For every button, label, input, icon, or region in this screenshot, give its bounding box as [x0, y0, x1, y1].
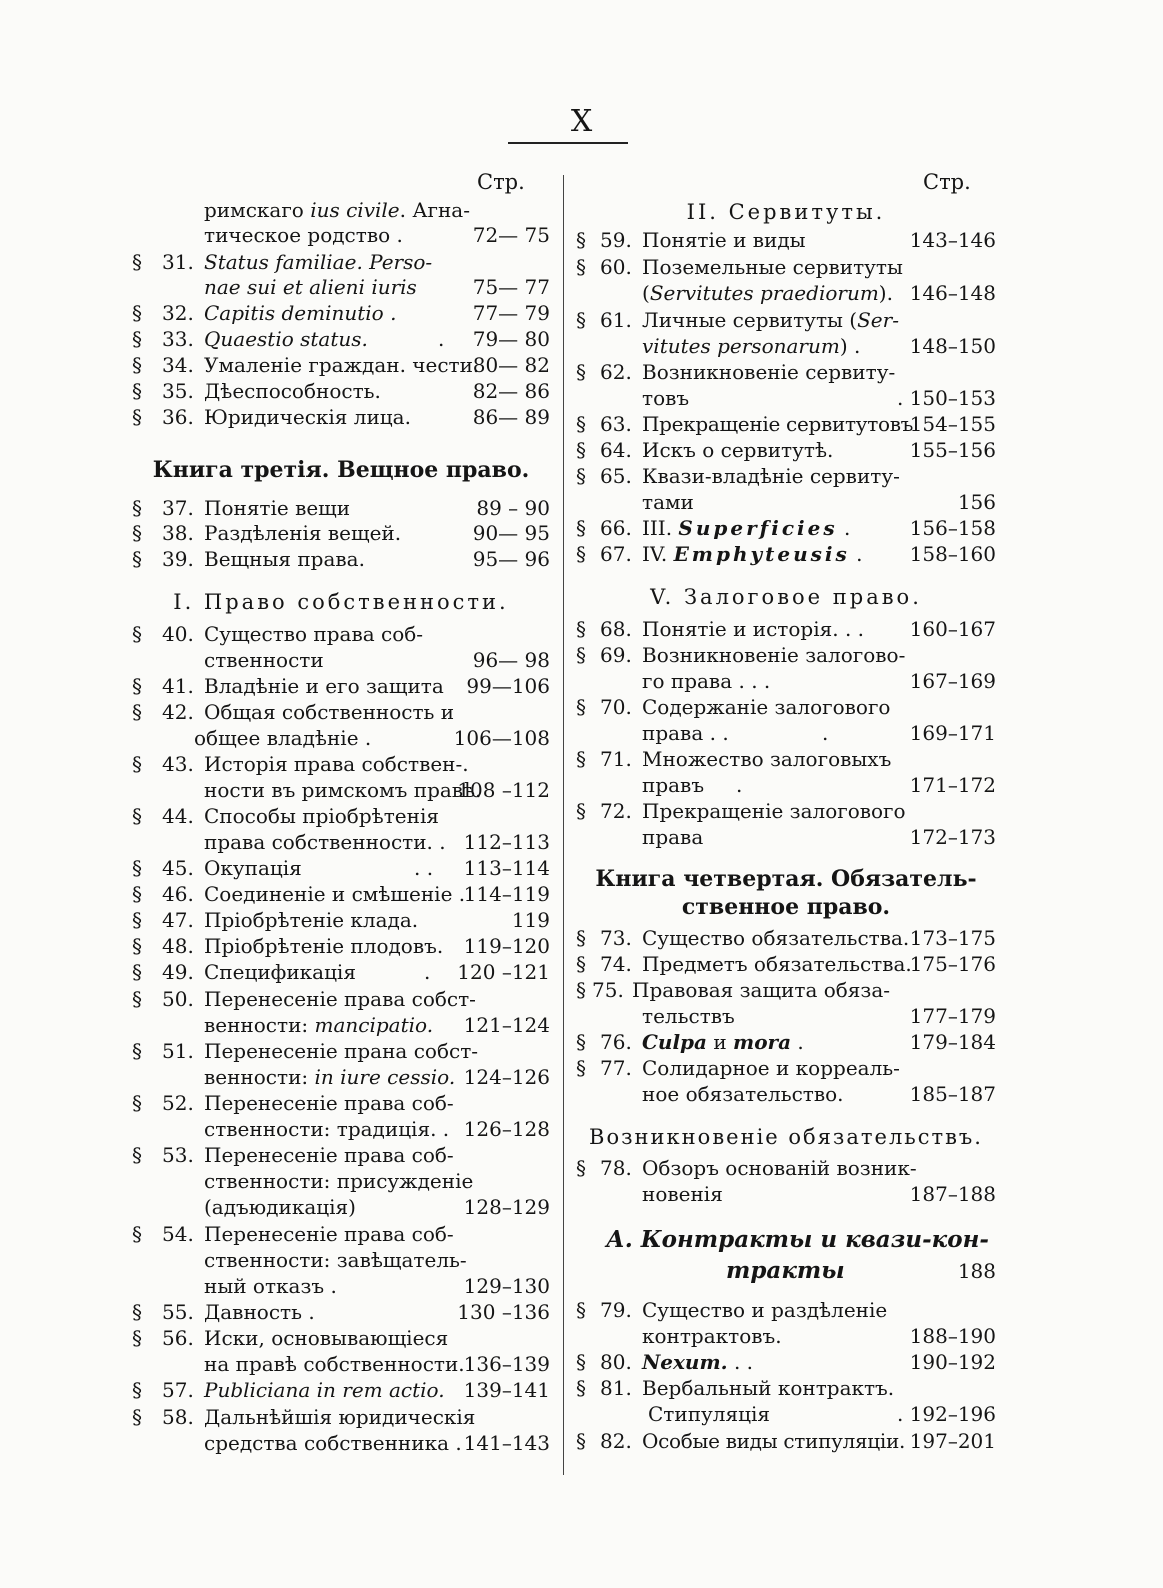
toc-entry-70: § 70. Содержаніе залогового: [576, 695, 891, 719]
toc-entry-61: § 61. Личные сервитуты (Ser-: [576, 308, 899, 332]
toc-entry-53: § 53. Перенесеніе права соб-: [132, 1143, 454, 1167]
column-divider: [563, 175, 564, 1475]
toc-entry-71-cont: правъ . 171–172: [642, 773, 996, 797]
toc-entry-55: § 55. Давность . 130 –136: [132, 1300, 550, 1324]
toc-entry-38: § 38. Раздѣленія вещей. 90— 95: [132, 521, 550, 545]
toc-entry-39: § 39. Вещныя права. 95— 96: [132, 547, 550, 571]
contracts-heading-cont: тракты 188: [726, 1257, 996, 1284]
toc-entry-52: § 52. Перенесеніе права соб-: [132, 1091, 454, 1115]
toc-entry-82: § 82. Особые виды стипуляціи. 197–201: [576, 1429, 996, 1453]
toc-entry-58: § 58. Дальнѣйшія юридическія: [132, 1405, 476, 1429]
toc-entry-79: § 79. Существо и раздѣленіе: [576, 1298, 888, 1322]
toc-entry-32: § 32. Capitis deminutio . 77— 79: [132, 301, 550, 325]
toc-entry-69: § 69. Возникновеніе залогово-: [576, 643, 906, 667]
toc-entry-42-cont: общее владѣніе . 106—108: [194, 726, 550, 750]
toc-entry-77: § 77. Солидарное и корреаль-: [576, 1056, 900, 1080]
toc-entry-60-cont: (Servitutes praediorum). 146–148: [642, 281, 996, 305]
toc-entry-59: § 59. Понятіе и виды 143–146: [576, 228, 996, 252]
toc-entry-35: § 35. Дѣеспособность. 82— 86: [132, 379, 550, 403]
book-three-heading: Книга третія. Вещное право.: [152, 457, 530, 483]
toc-entry-34: § 34. Умаленіе граждан. чести. 80— 82: [132, 353, 550, 377]
toc-entry-74: § 74. Предметъ обязательства. 175–176: [576, 952, 996, 976]
toc-entry-63: § 63. Прекращеніе сервитутовъ 154–155: [576, 412, 996, 436]
toc-entry-49: § 49. Спецификація . 120 –121: [132, 960, 550, 984]
toc-entry-78: § 78. Обзоръ основаній возник-: [576, 1156, 917, 1180]
toc-entry-68: § 68. Понятіе и исторія. . . 160–167: [576, 617, 996, 641]
toc-entry-37: § 37. Понятіе вещи 89 – 90: [132, 496, 550, 520]
contracts-heading: А. Контракты и квази-кон-: [606, 1226, 989, 1253]
toc-entry-81: § 81. Вербальный контрактъ.: [576, 1376, 895, 1400]
toc-entry-36: § 36. Юридическія лица. 86— 89: [132, 405, 550, 429]
toc-entry-42: § 42. Общая собственность и: [132, 700, 455, 724]
toc-entry-69-cont: го права . . . 167–169: [642, 669, 996, 693]
toc-entry-45: § 45. Окупація . . 113–114: [132, 856, 550, 880]
page-col-header: Стр.: [477, 170, 525, 194]
book-four-heading: Книга четвертая. Обязатель-: [595, 866, 977, 892]
toc-entry-54: § 54. Перенесеніе права соб-: [132, 1222, 454, 1246]
toc-entry-53-cont2: (адъюдикація) 128–129: [204, 1195, 550, 1219]
toc-entry-53-cont: ственности: присужденіе: [204, 1169, 474, 1193]
toc-entry-50: § 50. Перенесеніе права собст-: [132, 987, 476, 1011]
toc-entry: тическое родство . 72— 75: [204, 223, 550, 247]
page-range: 72— 75: [472, 223, 550, 247]
toc-entry-62: § 62. Возникновеніе сервиту-: [576, 360, 896, 384]
toc-entry-75: § 75. Правовая защита обяза-: [576, 978, 891, 1002]
entry-title: римскаго ius civile. Агна-: [204, 198, 470, 222]
toc-entry: [132, 197, 550, 223]
toc-entry-47: § 47. Пріобрѣтеніе клада. 119: [132, 908, 550, 932]
toc-entry-71: § 71. Множество залоговыхъ: [576, 747, 892, 771]
toc-entry-77-cont: ное обязательство. 185–187: [642, 1082, 996, 1106]
toc-entry-78-cont: новенія 187–188: [642, 1182, 996, 1206]
toc-entry-62-cont: товъ . 150–153: [642, 386, 996, 410]
toc-entry-65: § 65. Квази-владѣніе сервиту-: [576, 464, 900, 488]
toc-entry-56-cont: на правѣ собственности. 136–139: [204, 1352, 550, 1376]
toc-entry-51: § 51. Перенесеніе прана собст-: [132, 1039, 479, 1063]
origin-heading: Возникновеніе обязательствъ.: [589, 1125, 983, 1149]
toc-entry-51-cont: венности: in iure cessio. 124–126: [204, 1065, 550, 1089]
toc-entry-66: § 66. III. Superficies . 156–158: [576, 516, 996, 540]
part-one-heading: I. Право собственности.: [173, 590, 509, 614]
toc-entry-79-cont: контрактовъ. 188–190: [642, 1324, 996, 1348]
toc-entry-67: § 67. IV. Emphyteusis . 158–160: [576, 542, 996, 566]
book-four-heading-cont: ственное право.: [681, 894, 891, 920]
toc-entry-41: § 41. Владѣніе и его защита 99—106: [132, 674, 550, 698]
toc-entry-52-cont: ственности: традиція. . 126–128: [204, 1117, 550, 1141]
toc-entry-54-cont2: ный отказъ . 129–130: [204, 1274, 550, 1298]
toc-entry-72-cont: права 172–173: [642, 825, 996, 849]
toc-entry-81-cont: Стипуляція . 192–196: [648, 1402, 996, 1426]
toc-entry-73: § 73. Существо обязательства. 173–175: [576, 926, 996, 950]
toc-entry-43: § 43. Исторія права собствен-.: [132, 752, 469, 776]
toc-entry-44-cont: права собственности. . 112–113: [204, 830, 550, 854]
page-number: X: [570, 104, 593, 139]
toc-entry-43-cont: ности въ римскомъ правѣ. 108 –112: [204, 778, 550, 802]
toc-entry-72: § 72. Прекращеніе залогового: [576, 799, 906, 823]
header-rule: [508, 142, 628, 144]
page-col-header: Стр.: [923, 170, 971, 194]
toc-entry-70-cont: права . . . 169–171: [642, 721, 996, 745]
part-two-heading: II. Сервитуты.: [686, 200, 886, 224]
toc-entry-80: § 80. Nexum. . . 190–192: [576, 1350, 996, 1374]
toc-entry-48: § 48. Пріобрѣтеніе плодовъ. 119–120: [132, 934, 550, 958]
toc-entry-40-cont: ственности 96— 98: [204, 648, 550, 672]
toc-entry-65-cont: тами 156: [642, 490, 996, 514]
toc-entry-44: § 44. Способы пріобрѣтенія: [132, 804, 439, 828]
toc-entry-58-cont: средства собственника . 141–143: [204, 1431, 550, 1455]
toc-entry-64: § 64. Искъ о сервитутѣ. 155–156: [576, 438, 996, 462]
part-five-heading: V. Залоговое право.: [650, 585, 922, 609]
toc-entry-40: § 40. Существо права соб-: [132, 622, 424, 646]
toc-entry-76: § 76. Culpa и mora . 179–184: [576, 1030, 996, 1054]
toc-entry-31-cont: nae sui et alieni iuris 75— 77: [204, 275, 550, 299]
toc-entry-46: § 46. Соединеніе и смѣшеніе . 114–119: [132, 882, 550, 906]
toc-entry-56: § 56. Иски, основывающіеся: [132, 1326, 449, 1350]
toc-entry-60: § 60. Поземельные сервитуты: [576, 255, 903, 279]
toc-entry-31: § 31. Status familiae. Perso-: [132, 250, 433, 274]
toc-entry-75-cont: тельствъ 177–179: [642, 1004, 996, 1028]
toc-entry-57: § 57. Publiciana in rem actio. 139–141: [132, 1378, 550, 1402]
toc-entry-50-cont: венности: mancipatio. 121–124: [204, 1013, 550, 1037]
toc-entry-54-cont: ственности: завѣщатель-: [204, 1248, 467, 1272]
toc-entry-61-cont: vitutes personarum) . 148–150: [642, 334, 996, 358]
toc-entry-33: § 33. Quaestio status. . 79— 80: [132, 327, 550, 351]
